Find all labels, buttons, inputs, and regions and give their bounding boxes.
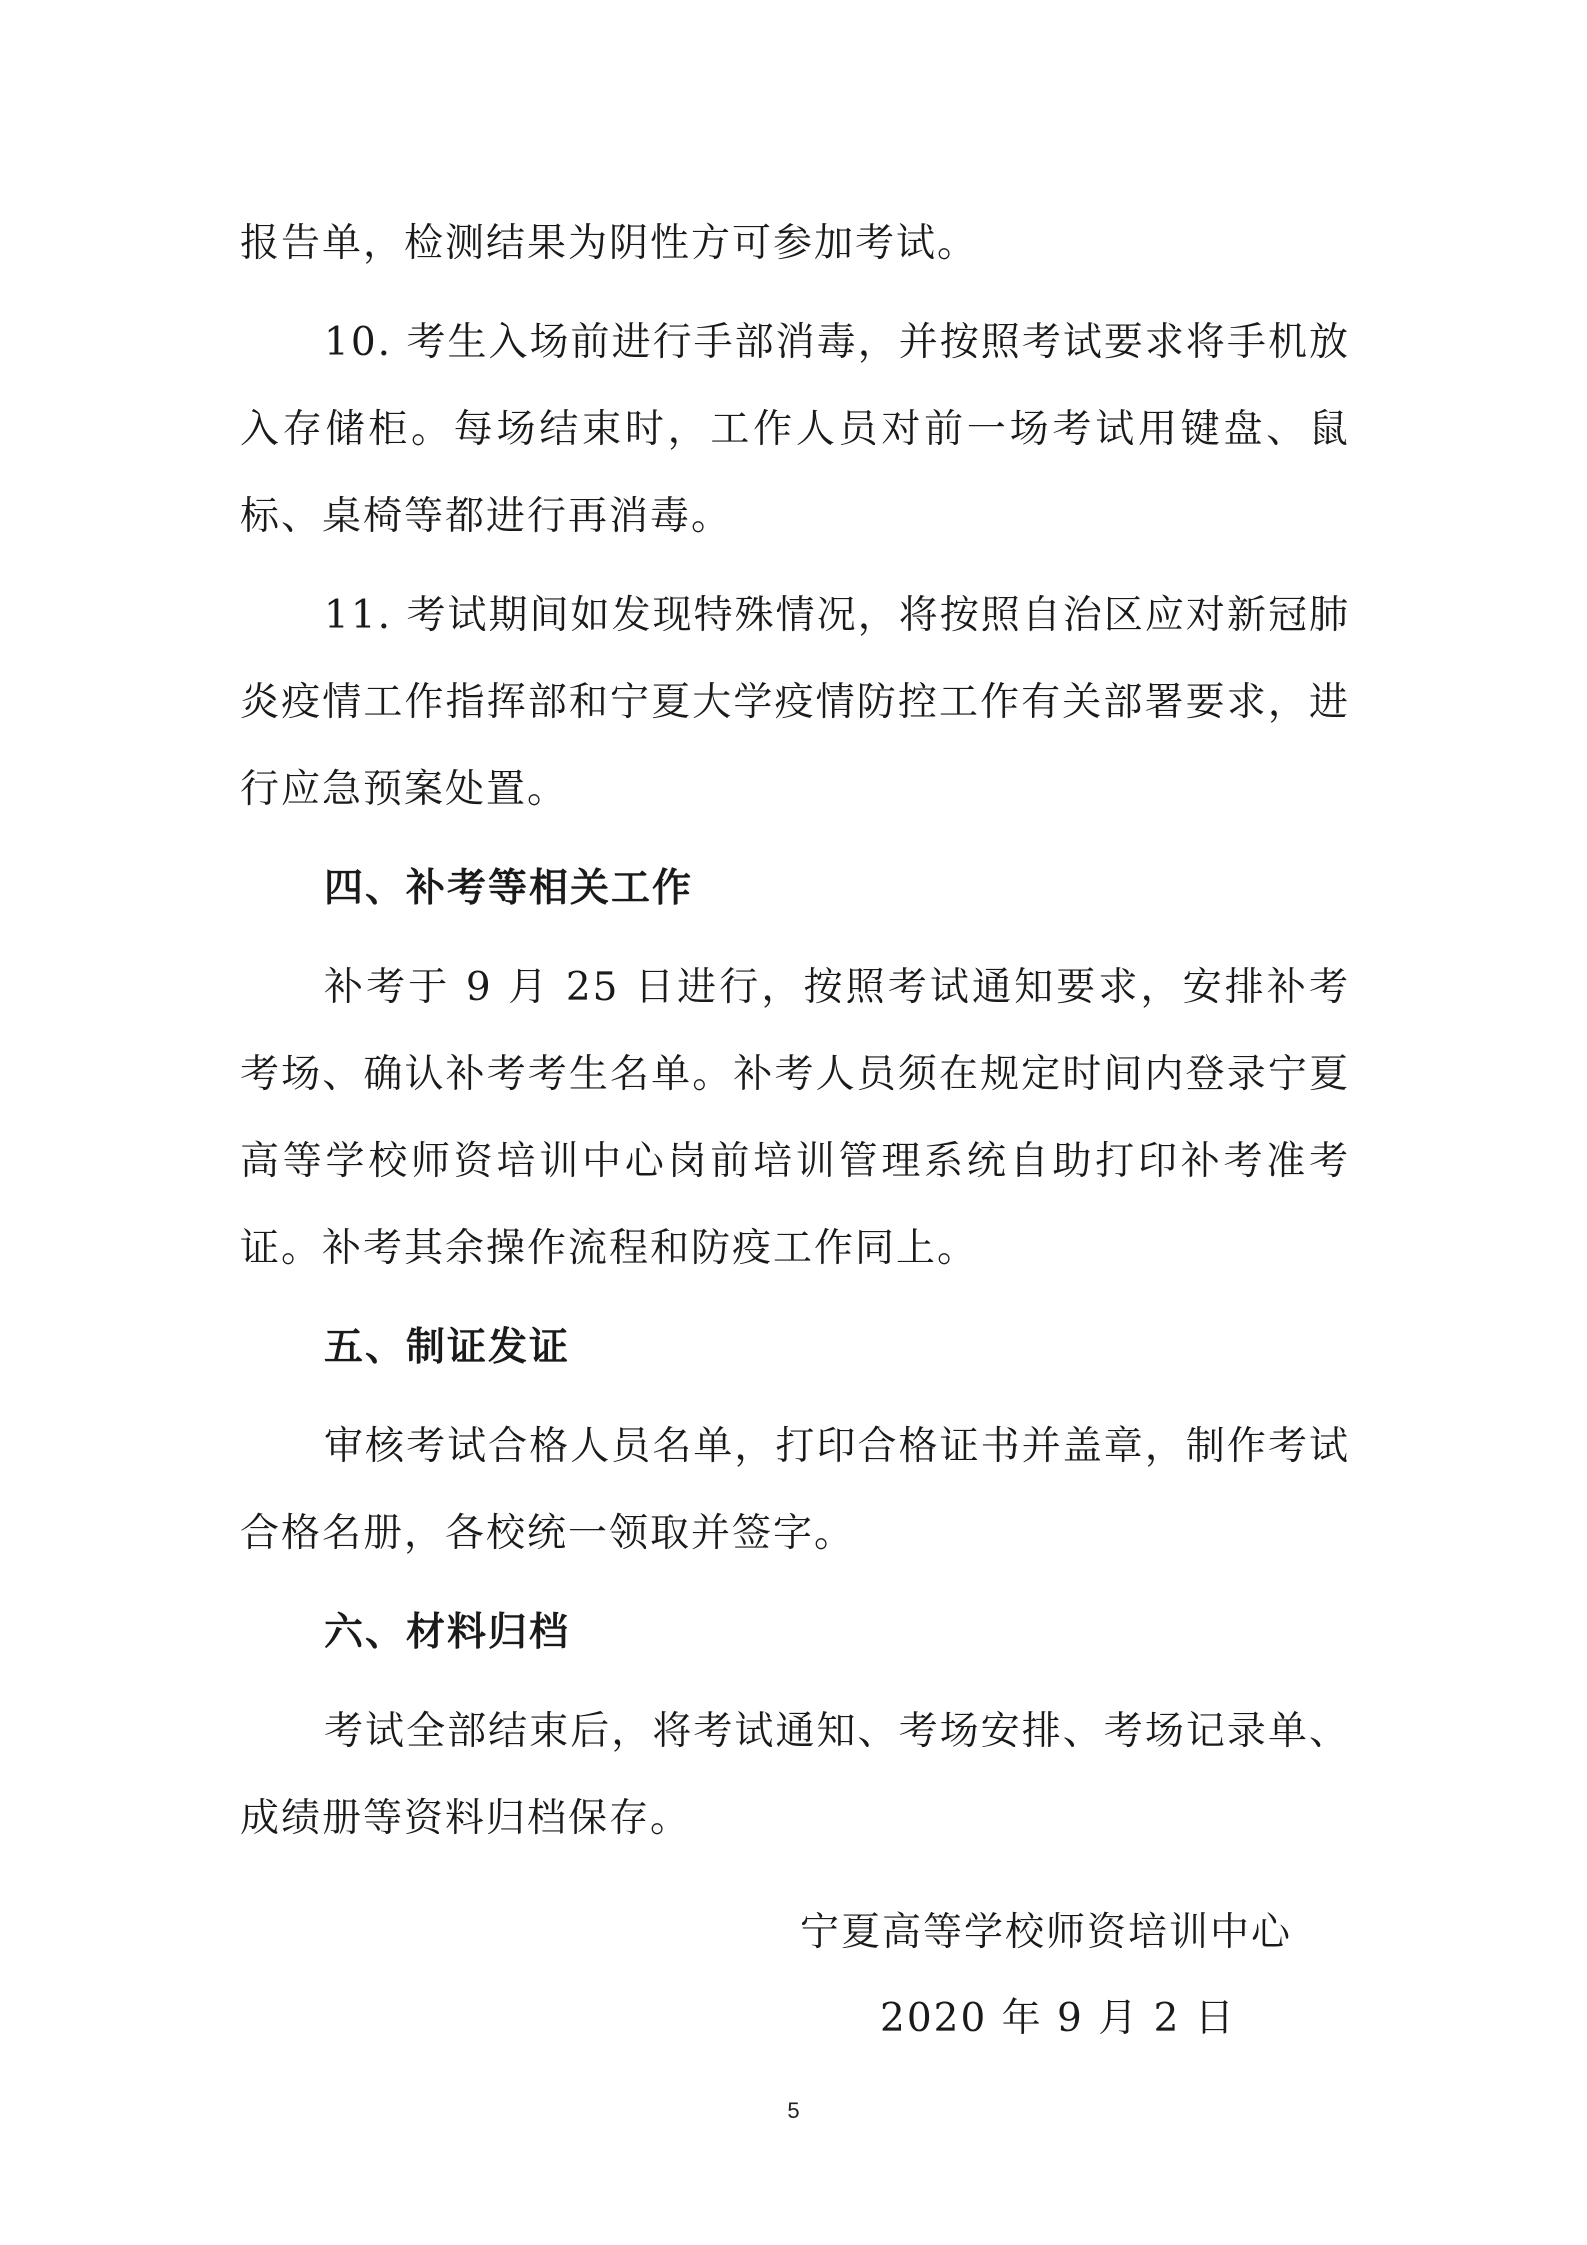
page-number: 5 [787, 2098, 800, 2123]
section-heading-archiving: 六、材料归档 [324, 1610, 571, 1655]
signature-organization: 宁夏高等学校师资培训中心 [800, 1910, 1293, 1955]
paragraph-makeup-exam: 补考于 9 月 25 日进行，按照考试通知要求，安排补考考场、确认补考考生名单。补考人员须在规定时间内登录宁夏高等学校师资培训中心岗前培训管理系统自助打印补考准考证。补考其余操作流程和防疫工作同上。 [240, 965, 1350, 1271]
paragraph-archiving: 考试全部结束后，将考试通知、考场安排、考场记录单、成绩册等资料归档保存。 [240, 1709, 1350, 1841]
section-heading-certificates: 五、制证发证 [324, 1325, 571, 1370]
paragraph-item-10: 10. 考生入场前进行手部消毒，并按照考试要求将手机放入存储柜。每场结束时，工作人员对前一场考试用键盘、鼠标、桌椅等都进行再消毒。 [240, 320, 1350, 539]
signature-block [800, 1890, 1320, 2062]
document-body [240, 200, 1350, 1862]
paragraph-test-report: 报告单，检测结果为阴性方可参加考试。 [240, 221, 979, 266]
paragraph-certificates: 审核考试合格人员名单，打印合格证书并盖章，制作考试合格名册，各校统一领取并签字。 [240, 1424, 1350, 1556]
paragraph-item-11: 11. 考试期间如发现特殊情况，将按照自治区应对新冠肺炎疫情工作指挥部和宁夏大学疫情防控工作有关部署要求，进行应急预案处置。 [240, 593, 1350, 812]
section-heading-makeup-exam: 四、补考等相关工作 [324, 866, 694, 911]
signature-date: 2020 年 9 月 2 日 [880, 1996, 1236, 2041]
